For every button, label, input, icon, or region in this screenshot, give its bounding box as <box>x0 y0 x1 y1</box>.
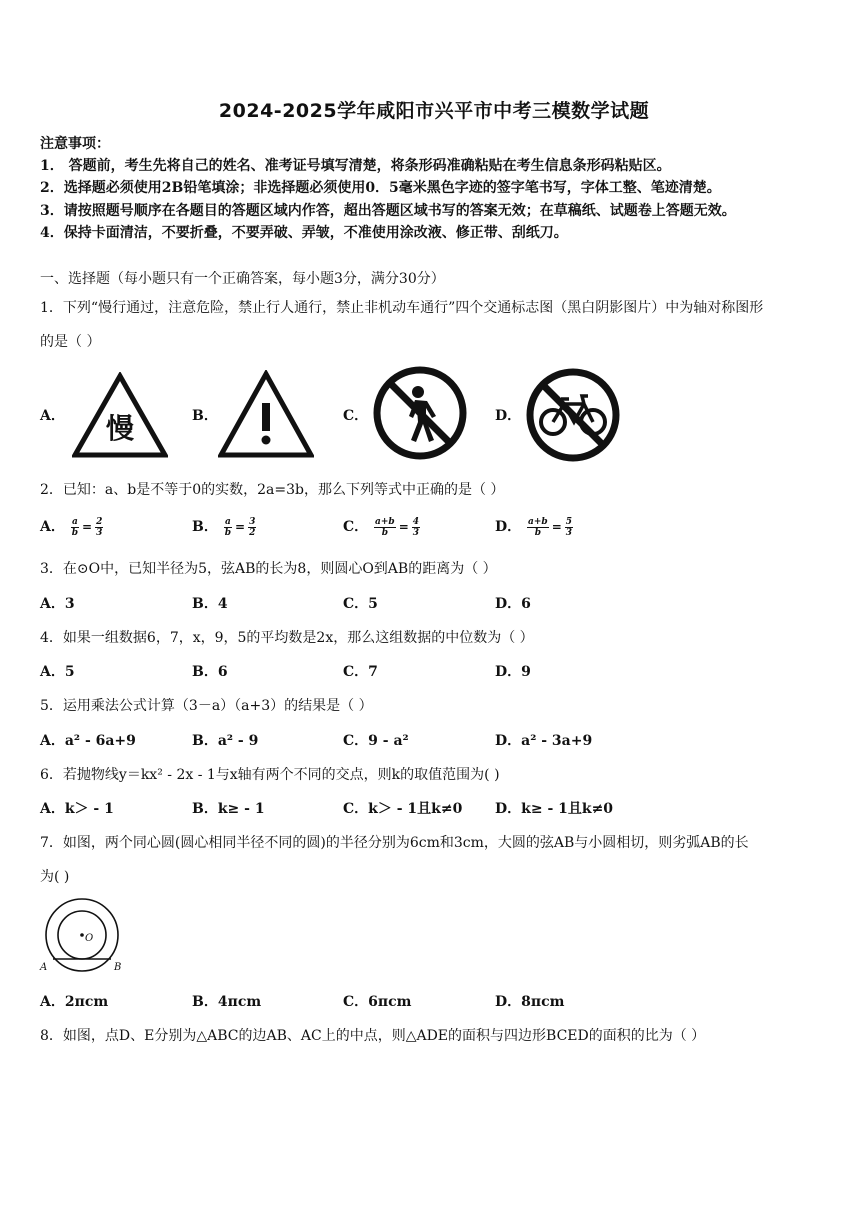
slow-sign-char: 慢 <box>105 412 135 445</box>
option-a: A． $\frac{a}{b}$ = $\frac{2}{3}$ <box>40 516 103 538</box>
option-b: B．4 <box>192 596 228 612</box>
option-a: A．2πcm <box>40 994 109 1010</box>
option-label: D． <box>495 408 522 424</box>
option-d: D．9 <box>495 664 531 680</box>
question-1-stem-cont: 的是（ ） <box>40 334 101 350</box>
option-b: B．k≥ - 1 <box>192 801 265 817</box>
point-b-label: B <box>114 962 122 973</box>
option-c: C．9 - a² <box>343 733 409 749</box>
question-2-stem: 2．已知：a、b是不等于0的实数，2a=3b，那么下列等式中正确的是（ ） <box>40 482 505 498</box>
option-label: C． <box>343 408 369 424</box>
no-pedestrian-sign-icon <box>371 364 469 462</box>
option-d: D．a² - 3a+9 <box>495 733 593 749</box>
option-d: D．6 <box>495 596 531 612</box>
notice-item: 1． 答题前，考生先将自己的姓名、准考证号填写清楚，将条形码准确粘贴在考生信息条形码粘贴区。 <box>40 158 671 174</box>
option-c: C． $\frac{a+b}{b}$ = $\frac{4}{3}$ <box>343 516 420 538</box>
point-a-label: A <box>40 962 48 973</box>
option-c: C．6πcm <box>343 994 412 1010</box>
question-1-stem: 1．下列“慢行通过，注意危险，禁止行人通行，禁止非机动车通行”四个交通标志图（黑白阴影图片）中为轴对称图形 <box>40 300 764 316</box>
option-a: A．k＞ - 1 <box>40 801 114 817</box>
warning-sign-icon <box>218 370 314 458</box>
notice-item: 2．选择题必须使用2B铅笔填涂；非选择题必须使用0．5毫米黑色字迹的签字笔书写，字体工整、笔迹清楚。 <box>40 180 721 196</box>
option-b: B．a² - 9 <box>192 733 259 749</box>
question-3-stem: 3．在⊙O中，已知半径为5，弦AB的长为8，则圆心O到AB的距离为（ ） <box>40 561 497 577</box>
notice-item: 3．请按照题号顺序在各题目的答题区域内作答，超出答题区域书写的答案无效；在草稿纸、试题卷上答题无效。 <box>40 203 736 219</box>
option-a: A．5 <box>40 664 75 680</box>
notice-heading: 注意事项： <box>40 136 110 152</box>
option-a: A．3 <box>40 596 75 612</box>
option-label: B． <box>192 408 218 424</box>
option-label: A． <box>40 408 65 424</box>
option-c: C．7 <box>343 664 378 680</box>
option-a: A．a² - 6a+9 <box>40 733 136 749</box>
concentric-circles-figure <box>36 896 132 976</box>
section-heading: 一、选择题（每小题只有一个正确答案，每小题3分，满分30分） <box>40 271 445 287</box>
option-b: B． $\frac{a}{b}$ = $\frac{3}{2}$ <box>192 516 256 538</box>
question-5-stem: 5．运用乘法公式计算（3－a）（a+3）的结果是（ ） <box>40 698 373 714</box>
question-6-stem: 6．若抛物线y＝kx² - 2x - 1与x轴有两个不同的交点，则k的取值范围为( ) <box>40 767 500 783</box>
option-b: B．4πcm <box>192 994 262 1010</box>
question-8-stem: 8．如图，点D、E分别为△ABC的边AB、AC上的中点，则△ADE的面积与四边形BCED的面积的比为（ ） <box>40 1028 706 1044</box>
question-7-stem: 7．如图，两个同心圆(圆心相同半径不同的圆)的半径分别为6cm和3cm，大圆的弦AB与小圆相切，则劣弧AB的长 <box>40 835 749 851</box>
option-d: D．8πcm <box>495 994 565 1010</box>
option-c: C．5 <box>343 596 378 612</box>
page-title: 2024-2025学年咸阳市兴平市中考三模数学试题 <box>218 100 650 122</box>
notice-item: 4．保持卡面清洁，不要折叠，不要弄破、弄皱，不准使用涂改液、修正带、刮纸刀。 <box>40 225 568 241</box>
option-b: B．6 <box>192 664 228 680</box>
option-d: D． $\frac{a+b}{b}$ = $\frac{5}{3}$ <box>495 516 573 538</box>
center-label: O <box>85 933 94 944</box>
option-d: D．k≥ - 1且k≠0 <box>495 801 614 817</box>
slow-sign-icon <box>72 372 168 458</box>
question-4-stem: 4．如果一组数据6，7，x，9，5的平均数是2x，那么这组数据的中位数为（ ） <box>40 630 534 646</box>
question-7-stem-cont: 为( ) <box>40 869 70 885</box>
no-bicycle-sign-icon <box>524 366 622 464</box>
option-c: C．k＞ - 1且k≠0 <box>343 801 463 817</box>
